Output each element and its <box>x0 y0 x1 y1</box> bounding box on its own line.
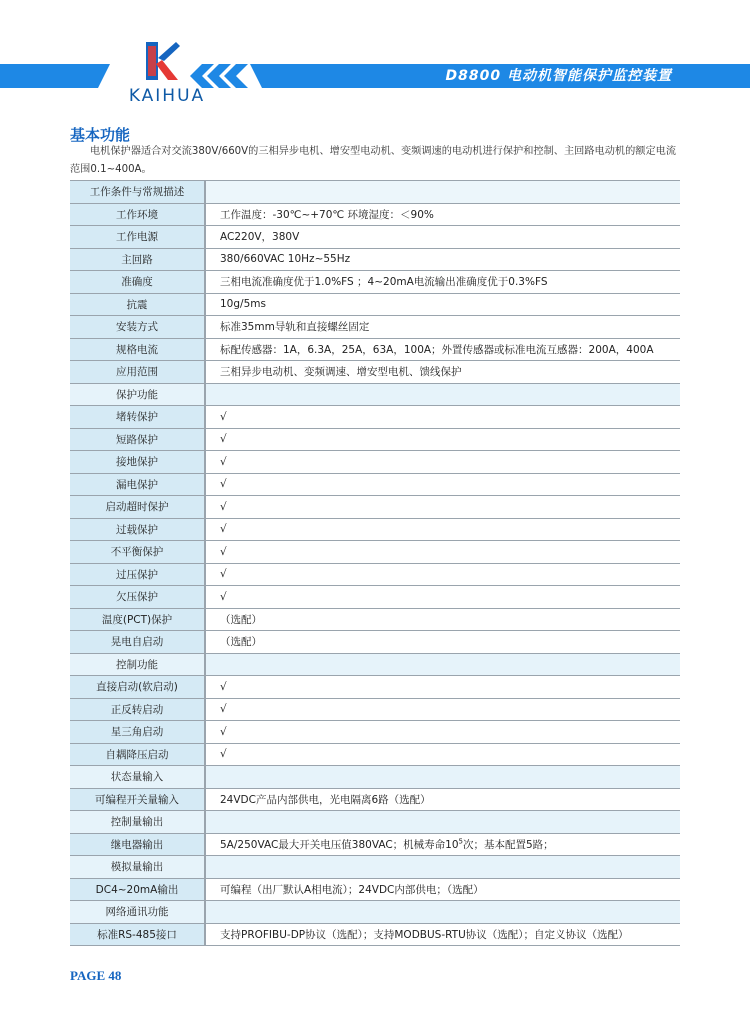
spec-table-body <box>70 181 680 946</box>
page-number: PAGE 48 <box>70 968 122 983</box>
row-key: 过压保护 <box>70 563 205 586</box>
row-key: 工作环境 <box>70 203 205 226</box>
table-row <box>70 721 680 744</box>
row-key: 应用范围 <box>70 361 205 384</box>
row-value <box>205 833 680 856</box>
row-value: √ <box>205 541 680 564</box>
row-value: 标配传感器：1A，6.3A，25A，63A，100A；外置传感器或标准电流互感器：200A，400A <box>205 338 680 361</box>
row-value: √ <box>205 406 680 429</box>
table-row <box>70 428 680 451</box>
row-value-tail: 次；基本配置5路； <box>463 838 554 851</box>
row-key: 安装方式 <box>70 316 205 339</box>
row-key: 直接启动(软启动) <box>70 676 205 699</box>
row-value <box>205 811 680 834</box>
row-key: 正反转启动 <box>70 698 205 721</box>
row-value-main: 5A/250VAC最大开关电压值380VAC；机械寿命10 <box>220 838 459 851</box>
table-row <box>70 788 680 811</box>
row-key: 控制功能 <box>70 653 205 676</box>
row-key: 网络通讯功能 <box>70 901 205 924</box>
row-value: 支持PROFIBU-DP协议（选配）；支持MODBUS-RTU协议（选配）；自定义协议（选配） <box>205 923 680 946</box>
row-key: 保护功能 <box>70 383 205 406</box>
table-section-row <box>70 766 680 789</box>
row-value <box>205 901 680 924</box>
table-row <box>70 248 680 271</box>
row-value: 可编程（出厂默认A相电流）；24VDC内部供电；（选配） <box>205 878 680 901</box>
row-key: 温度(PCT)保护 <box>70 608 205 631</box>
row-value: √ <box>205 518 680 541</box>
table-row <box>70 361 680 384</box>
table-row <box>70 608 680 631</box>
row-value: √ <box>205 721 680 744</box>
brand-name: KAIHUA <box>128 86 206 106</box>
table-row <box>70 833 680 856</box>
table-row <box>70 293 680 316</box>
section-title: 基本功能 <box>70 126 131 144</box>
row-value <box>205 766 680 789</box>
row-value: √ <box>205 586 680 609</box>
table-row <box>70 586 680 609</box>
table-header-key: 工作条件与常规描述 <box>70 181 205 204</box>
row-key: 控制量输出 <box>70 811 205 834</box>
row-key: DC4~20mA输出 <box>70 878 205 901</box>
row-value: √ <box>205 451 680 474</box>
row-value <box>205 653 680 676</box>
row-key: 状态量输入 <box>70 766 205 789</box>
spec-table <box>70 180 680 946</box>
row-value: 380/660VAC 10Hz~55Hz <box>205 248 680 271</box>
row-key: 堵转保护 <box>70 406 205 429</box>
table-section-row <box>70 383 680 406</box>
row-value: √ <box>205 563 680 586</box>
table-header-value <box>205 181 680 204</box>
row-key: 准确度 <box>70 271 205 294</box>
section-intro: 电机保护器适合对交流380V/660V的三相异步电机、增安型电动机、变频调速的电动机进行保护和控制、主回路电动机的额定电流范围0.1~400A。 <box>70 146 677 175</box>
row-value: （选配） <box>205 608 680 631</box>
row-key: 过载保护 <box>70 518 205 541</box>
row-value: √ <box>205 473 680 496</box>
row-key: 主回路 <box>70 248 205 271</box>
table-row <box>70 518 680 541</box>
row-key: 工作电源 <box>70 226 205 249</box>
table-row <box>70 676 680 699</box>
table-row <box>70 631 680 654</box>
row-value: AC220V，380V <box>205 226 680 249</box>
chevron-left-icon <box>190 64 248 88</box>
table-row <box>70 451 680 474</box>
table-row <box>70 316 680 339</box>
row-value: √ <box>205 428 680 451</box>
table-section-row <box>70 856 680 879</box>
table-row <box>70 743 680 766</box>
row-key: 模拟量输出 <box>70 856 205 879</box>
table-header-row <box>70 181 680 204</box>
row-key: 晃电自启动 <box>70 631 205 654</box>
row-key: 启动超时保护 <box>70 496 205 519</box>
table-row <box>70 203 680 226</box>
row-value <box>205 383 680 406</box>
row-value: √ <box>205 676 680 699</box>
row-key: 可编程开关量输入 <box>70 788 205 811</box>
table-row <box>70 563 680 586</box>
row-value: 工作温度：-30℃~+70℃ 环境湿度：＜90% <box>205 203 680 226</box>
table-section-row <box>70 811 680 834</box>
row-key: 接地保护 <box>70 451 205 474</box>
row-key: 自耦降压启动 <box>70 743 205 766</box>
table-row <box>70 338 680 361</box>
row-value: √ <box>205 743 680 766</box>
table-row <box>70 698 680 721</box>
row-value: 24VDC产品内部供电，光电隔离6路（选配） <box>205 788 680 811</box>
table-row <box>70 496 680 519</box>
row-key: 规格电流 <box>70 338 205 361</box>
row-key: 不平衡保护 <box>70 541 205 564</box>
header-title: D8800 电动机智能保护监控装置 <box>445 68 672 84</box>
row-value: 三相电流准确度优于1.0%FS ；4~20mA电流输出准确度优于0.3%FS <box>205 271 680 294</box>
row-value: 三相异步电动机、变频调速、增安型电机、馈线保护 <box>205 361 680 384</box>
row-value <box>205 856 680 879</box>
row-key: 星三角启动 <box>70 721 205 744</box>
table-row <box>70 226 680 249</box>
row-value-superscript: 5 <box>458 837 463 846</box>
row-value: √ <box>205 698 680 721</box>
table-row <box>70 878 680 901</box>
row-key: 欠压保护 <box>70 586 205 609</box>
row-key: 标准RS-485接口 <box>70 923 205 946</box>
table-row <box>70 271 680 294</box>
table-section-row <box>70 653 680 676</box>
row-value: √ <box>205 496 680 519</box>
row-key: 继电器输出 <box>70 833 205 856</box>
table-row <box>70 923 680 946</box>
table-row <box>70 473 680 496</box>
row-value: 10g/5ms <box>205 293 680 316</box>
row-key: 抗震 <box>70 293 205 316</box>
table-row <box>70 406 680 429</box>
row-key: 漏电保护 <box>70 473 205 496</box>
row-value: （选配） <box>205 631 680 654</box>
row-key: 短路保护 <box>70 428 205 451</box>
table-section-row <box>70 901 680 924</box>
table-row <box>70 541 680 564</box>
row-value: 标准35mm导轨和直接螺丝固定 <box>205 316 680 339</box>
